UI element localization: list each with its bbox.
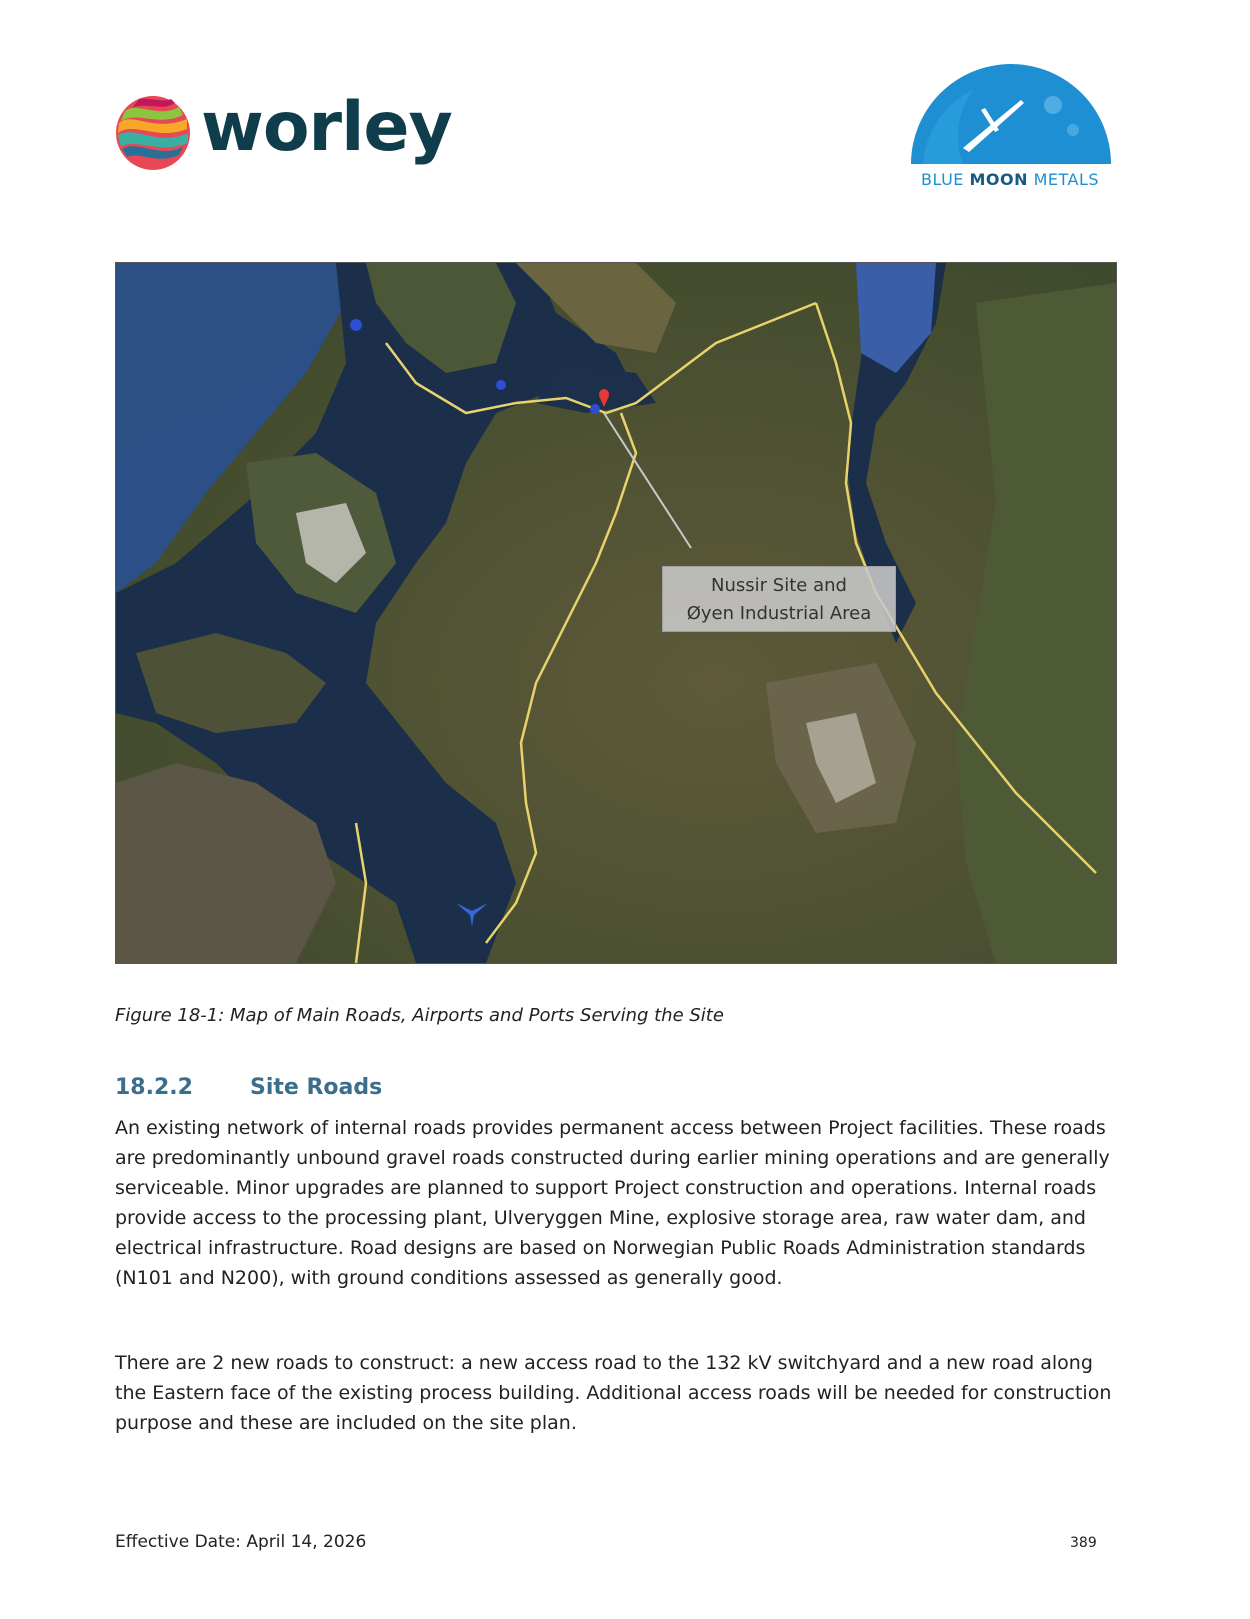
site-location-map: [115, 262, 1117, 964]
map-callout-label: [662, 566, 896, 632]
worley-swirl-logo-icon: [113, 93, 193, 173]
worley-wordmark: worley: [201, 88, 452, 167]
page-number: 389: [1070, 1535, 1097, 1551]
section-title: Site Roads: [250, 1075, 383, 1100]
effective-date: Effective Date: April 14, 2026: [115, 1532, 367, 1552]
blue-moon-metals-wordmark: BLUE MOON METALS: [920, 170, 1100, 189]
figure-caption: Figure 18-1: Map of Main Roads, Airports and Ports Serving the Site: [115, 1005, 724, 1026]
callout-line-1: Nussir Site and: [711, 575, 847, 596]
section-number: 18.2.2: [115, 1075, 193, 1100]
section-heading: [115, 1075, 382, 1100]
worley-logo: [113, 90, 453, 180]
blue-moon-logo-icon: [903, 60, 1118, 168]
body-paragraph: An existing network of internal roads provides permanent access between Project facilities. These roads are predominantly unbound gravel roads constructed during earlier mining operations and are generally serviceable. Minor upgrades are planned to support Project construction and operations. Internal roads provide access to the processing plant, Ulveryggen Mine, explosive storage area, raw water dam, and electrical infrastructure. Road designs are based on Norwegian Public Roads Administration standards (N101 and N200), with ground conditions assessed as generally good.: [115, 1117, 1110, 1289]
body-paragraph: There are 2 new roads to construct: a new access road to the 132 kV switchyard and a new road along the Eastern face of the existing process building. Additional access roads will be needed for construction purpose and these are included on the site plan.: [115, 1352, 1112, 1434]
callout-line-2: Øyen Industrial Area: [686, 603, 872, 624]
blue-moon-metals-logo: [903, 60, 1118, 200]
